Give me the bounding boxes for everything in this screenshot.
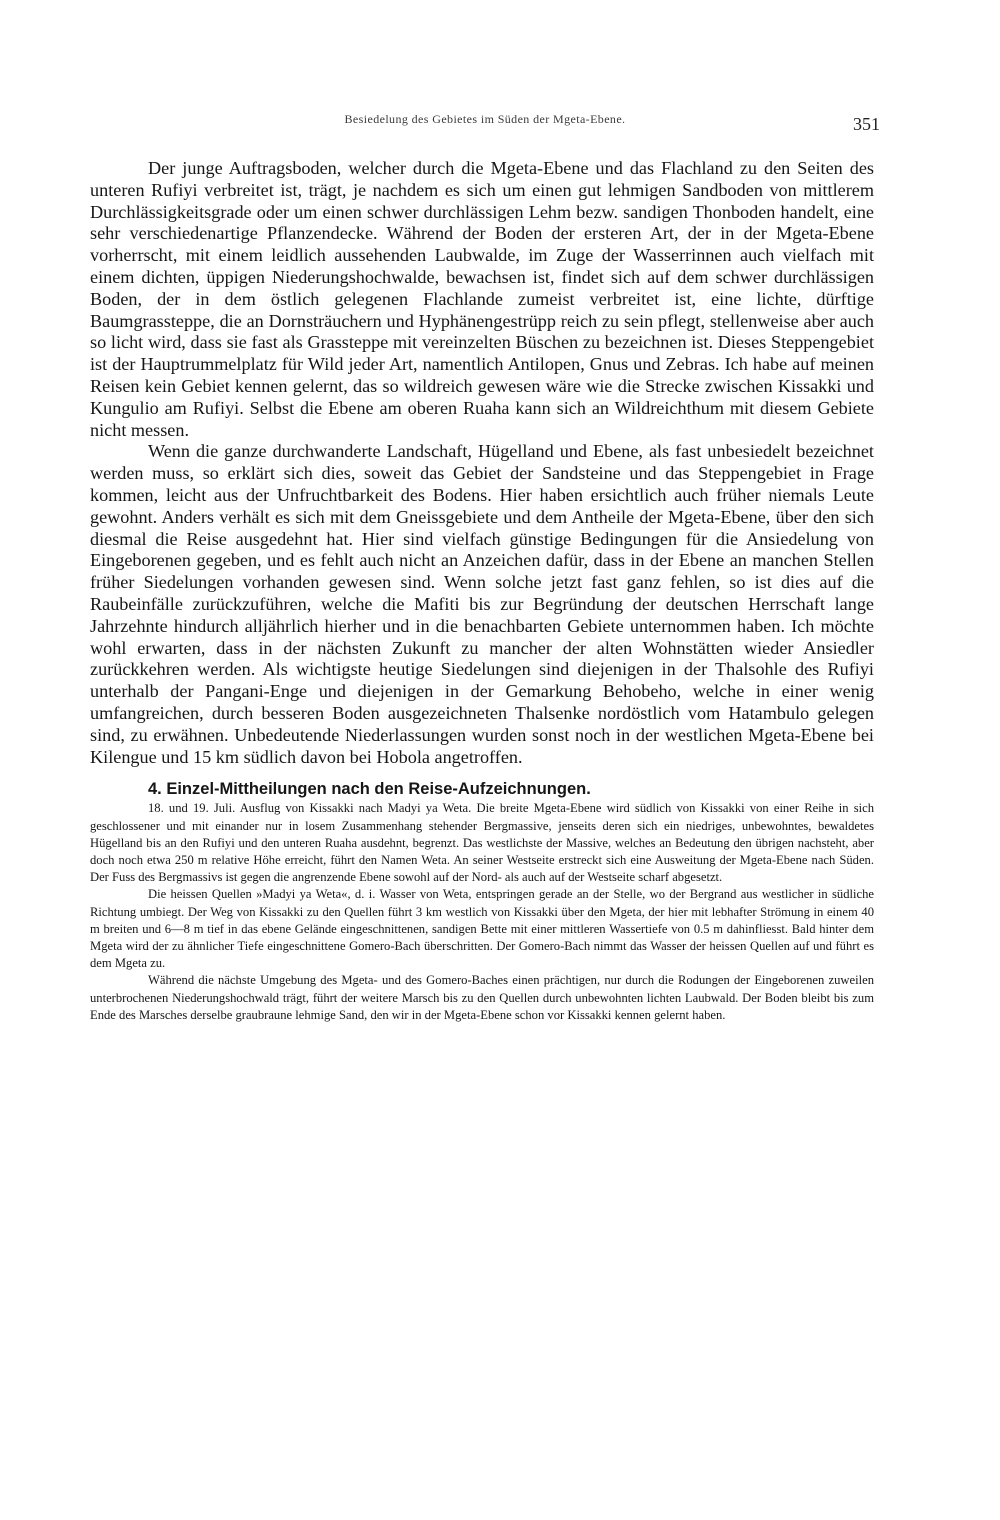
running-head <box>90 112 880 136</box>
body-paragraph-2: Wenn die ganze durchwanderte Landschaft, Hügelland und Ebene, als fast unbesiedelt bezeichnet werden muss, so erklärt sich dies, soweit das Gebiet der Sandsteine und das Steppengebiet in Frage kommen, leicht aus der Unfruchtbarkeit des Bodens. Hier haben ersichtlich auch früher niemals Leute gewohnt. Anders verhält es sich mit dem Gneissgebiete und dem Antheile der Mgeta-Ebene, über den sich diesmal die Reise ausgedehnt hat. Hier sind vielfach günstige Bedingungen für die Ansiedelung von Eingeborenen gegeben, und es fehlt auch nicht an Anzeichen dafür, dass in der Ebene an manchen Stellen früher Siedelungen vorhanden gewesen sind. Wenn solche jetzt fast ganz fehlen, so ist dies auf die Raubeinfälle zurückzuführen, welche die Mafiti bis zur Begründung der deutschen Herrschaft lange Jahrzehnte hindurch alljährlich hierher und in die benachbarten Gebiete unternommen haben. Ich möchte wohl erwarten, dass in der nächsten Zukunft zu mancher der alten Wohnstätten wieder Ansiedler zurückkehren werden. Als wichtigste heutige Siedelungen sind diejenigen in der Thalsohle des Rufiyi unterhalb der Pangani-Enge und diejenigen in der Gemarkung Behobeho, welche in einer wenig umfangreichen, durch besseren Boden ausgezeichneten Thalsenke nordöstlich vom Hatambulo gelegen sind, zu erwähnen. Unbedeutende Niederlassungen wurden sonst noch in der westlichen Mgeta-Ebene bei Kilengue und 15 km südlich davon bei Hobola angetroffen. <box>90 441 874 767</box>
page-number: 351 <box>853 114 880 134</box>
small-paragraph-3: Während die nächste Umgebung des Mgeta- und des Gomero-Baches einen prächtigen, nur durch die Rodungen der Eingeborenen zuweilen unterbrochenen Niederungshochwald trägt, führt der weitere Marsch bis zu den Quellen durch unbewohnten lichten Laubwald. Der Boden bleibt bis zum Ende des Marsches derselbe graubraune lehmige Sand, den wir in der Mgeta-Ebene schon vor Kissakki kennen gelernt haben. <box>90 973 874 1022</box>
body-paragraph-1: Der junge Auftragsboden, welcher durch die Mgeta-Ebene und das Flachland zu den Seiten des unteren Rufiyi verbreitet ist, trägt, je nachdem es sich um einen gut lehmigen Sandboden von mittlerem Durchlässigkeitsgrade oder um einen schwer durchlässigen Lehm bezw. sandigen Thonboden handelt, eine sehr verschiedenartige Pflanzendecke. Während der Boden der ersteren Art, der in der Mgeta-Ebene vorherrscht, mit einem leidlich aussehenden Laubwalde, im Zuge der Wasserrinnen auch vielfach mit einem dichten, üppigen Niederungshochwalde, bewachsen ist, findet sich auf dem schwer durchlässigen Boden, der in dem östlich gelegenen Flachlande zumeist verbreitet ist, eine lichte, dürftige Baumgrassteppe, die an Dornsträuchern und Hyphänengestrüpp reich zu sein pflegt, stellenweise aber auch so licht wird, dass sie fast als Grassteppe mit vereinzelten Büschen zu bezeichnen ist. Dieses Steppengebiet ist der Hauptrummelplatz für Wild jeder Art, namentlich Antilopen, Gnus und Zebras. Ich habe auf meinen Reisen kein Gebiet kennen gelernt, das so wildreich gewesen wäre wie die Strecke zwischen Kissakki und Kungulio am Rufiyi. Selbst die Ebene am oberen Ruaha kann sich an Wildreichthum mit diesem Gebiete nicht messen. <box>90 158 874 440</box>
small-paragraph-2: Die heissen Quellen »Madyi ya Weta«, d. i. Wasser von Weta, entspringen gerade an der Stelle, wo der Bergrand aus westlicher in südliche Richtung umbiegt. Der Weg von Kissakki zu den Quellen führt 3 km westlich von Kissakki über den Mgeta, der hier mit lebhafter Strömung in einem 40 m breiten und 6—8 m tief in das ebene Gelände eingeschnittenen, sandigen Bette mit einer mittleren Wassertiefe von 0.5 m dahinfliesst. Bald hinter dem Mgeta wird der zu ähnlicher Tiefe eingeschnittene Gomero-Bach überschritten. Der Gomero-Bach nimmt das Wasser der heissen Quellen auf und führt es dem Mgeta zu. <box>90 887 874 971</box>
main-text <box>90 158 874 1024</box>
section-heading: 4. Einzel-Mittheilungen nach den Reise-Aufzeichnungen. <box>148 780 591 799</box>
small-paragraph-1: 18. und 19. Juli. Ausflug von Kissakki nach Madyi ya Weta. Die breite Mgeta-Ebene wird südlich von Kissakki von einer Reihe in sich geschlossener und mit einander nur in losem Zusammenhang stehender Bergmassive, jenseits deren sich ein niedriges, unbewohntes, bewaldetes Hügelland bis an den Rufiyi und den unteren Ruaha ausdehnt, begrenzt. Das westlichste der Massive, welches an Bedeutung den übrigen nachsteht, aber doch noch etwa 250 m relative Höhe erreicht, führt den Namen Weta. An seiner Westseite erstreckt sich eine Ausweitung der Mgeta-Ebene nach Süden. Der Fuss des Bergmassivs ist gegen die angrenzende Ebene sowohl auf der Nord- als auch auf der Westseite scharf abgesetzt. <box>90 801 874 885</box>
running-title: Besiedelung des Gebietes im Süden der Mgeta-Ebene. <box>344 112 626 126</box>
